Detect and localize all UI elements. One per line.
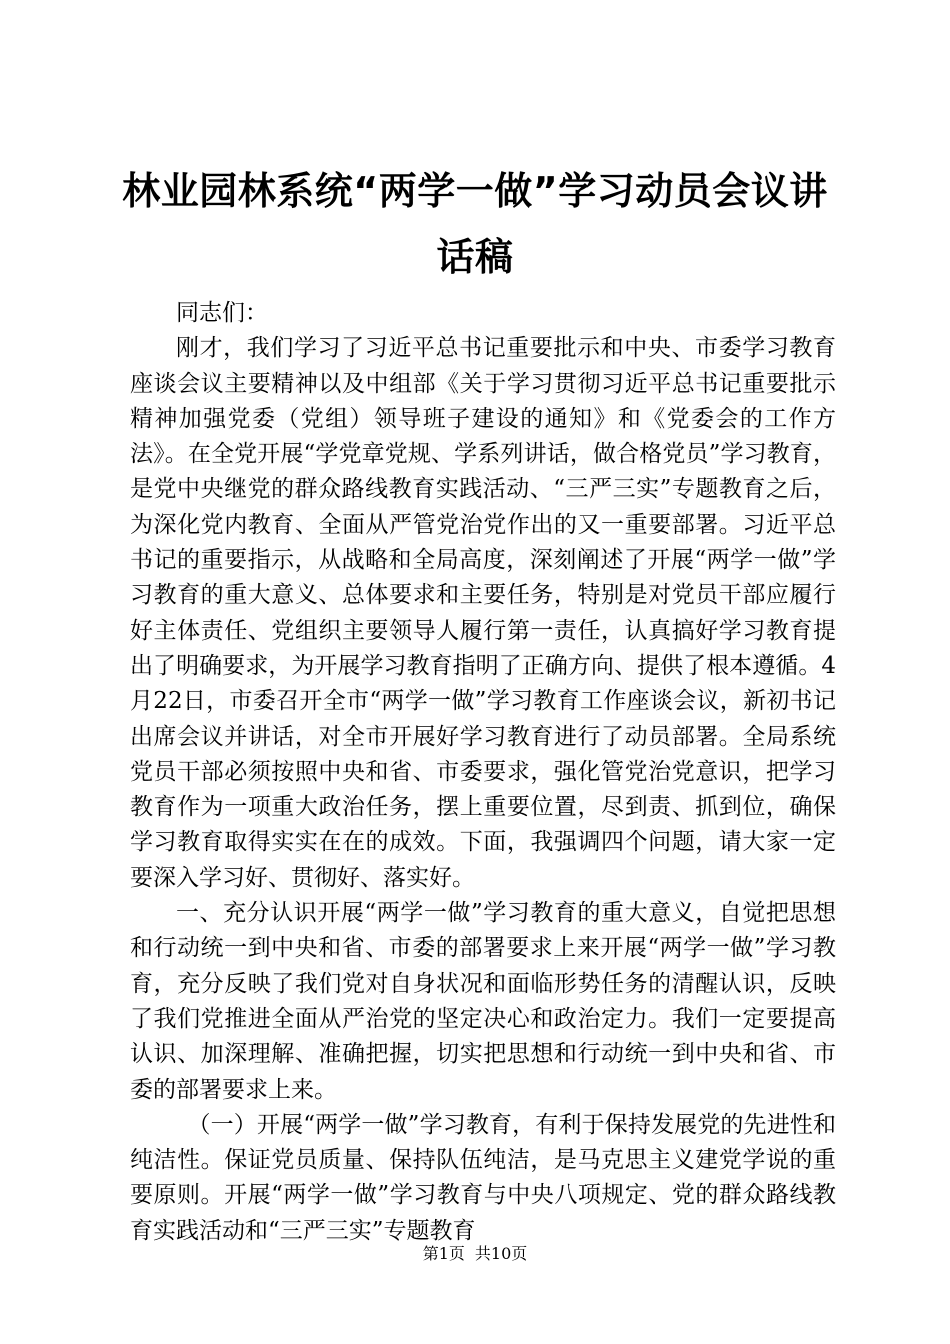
salutation-paragraph: 同志们： — [176, 300, 268, 326]
body-paragraph-intro: 刚才，我们学习了习近平总书记重要批示和中央、市委学习教育座谈会议主要精神以及中组部《关于学习贯彻习近平总书记重要批示精神加强党委（党组）领导班子建设的通知》和《党委会的工作方法》。在全党开展“学党章党规、学系列讲话，做合格党员”学习教育，是党中央继党的群众路线教育实践活动、“三严三实”专题教育之后，为深化党内教育、全面从严管党治党作出的又一重要部署。习近平总书记的重要指示，从战略和全局高度，深刻阐述了开展“两学一做”学习教育的重大意义、总体要求和主要任务，特别是对党员干部应履行好主体责任、党组织主要领导人履行第一责任，认真搞好学习教育提出了明确要求，为开展学习教育指明了正确方向、提供了根本遵循。4月22日，市委召开全市“两学一做”学习教育工作座谈会议，新初书记出席会议并讲话，对全市开展好学习教育进行了动员部署。全局系统党员干部必须按照中央和省、市委要求，强化管党治党意识，把学习教育作为一项重大政治任务，摆上重要位置，尽到责、抓到位，确保学习教育取得实实在在的成效。下面，我强调四个问题，请大家一定要深入学习好、贯彻好、落实好。 — [130, 335, 836, 891]
document-title: 林业园林系统“两学一做”学习动员会议讲话稿 — [122, 169, 828, 279]
body-paragraph-section-one: 一、充分认识开展“两学一做”学习教育的重大意义，自觉把思想和行动统一到中央和省、市委的部署要求上来开展“两学一做”学习教育，充分反映了我们党对自身状况和面临形势任务的清醒认识，反映了我们党推进全面从严治党的坚定决心和政治定力。我们一定要提高认识、加深理解、准确把握，切实把思想和行动统一到中央和省、市委的部署要求上来。 — [130, 900, 836, 1103]
body-paragraph-subsection-one: （一）开展“两学一做”学习教育，有利于保持发展党的先进性和纯洁性。保证党员质量、保持队伍纯洁，是马克思主义建党学说的重要原则。开展“两学一做”学习教育与中央八项规定、党的群众路线教育实践活动和“三严三实”专题教育 — [130, 1111, 836, 1244]
page-number-label: 第1页 — [422, 1244, 465, 1263]
total-pages-label: 共10页 — [474, 1244, 528, 1263]
document-body — [130, 296, 836, 1249]
page-footer — [0, 1244, 950, 1264]
